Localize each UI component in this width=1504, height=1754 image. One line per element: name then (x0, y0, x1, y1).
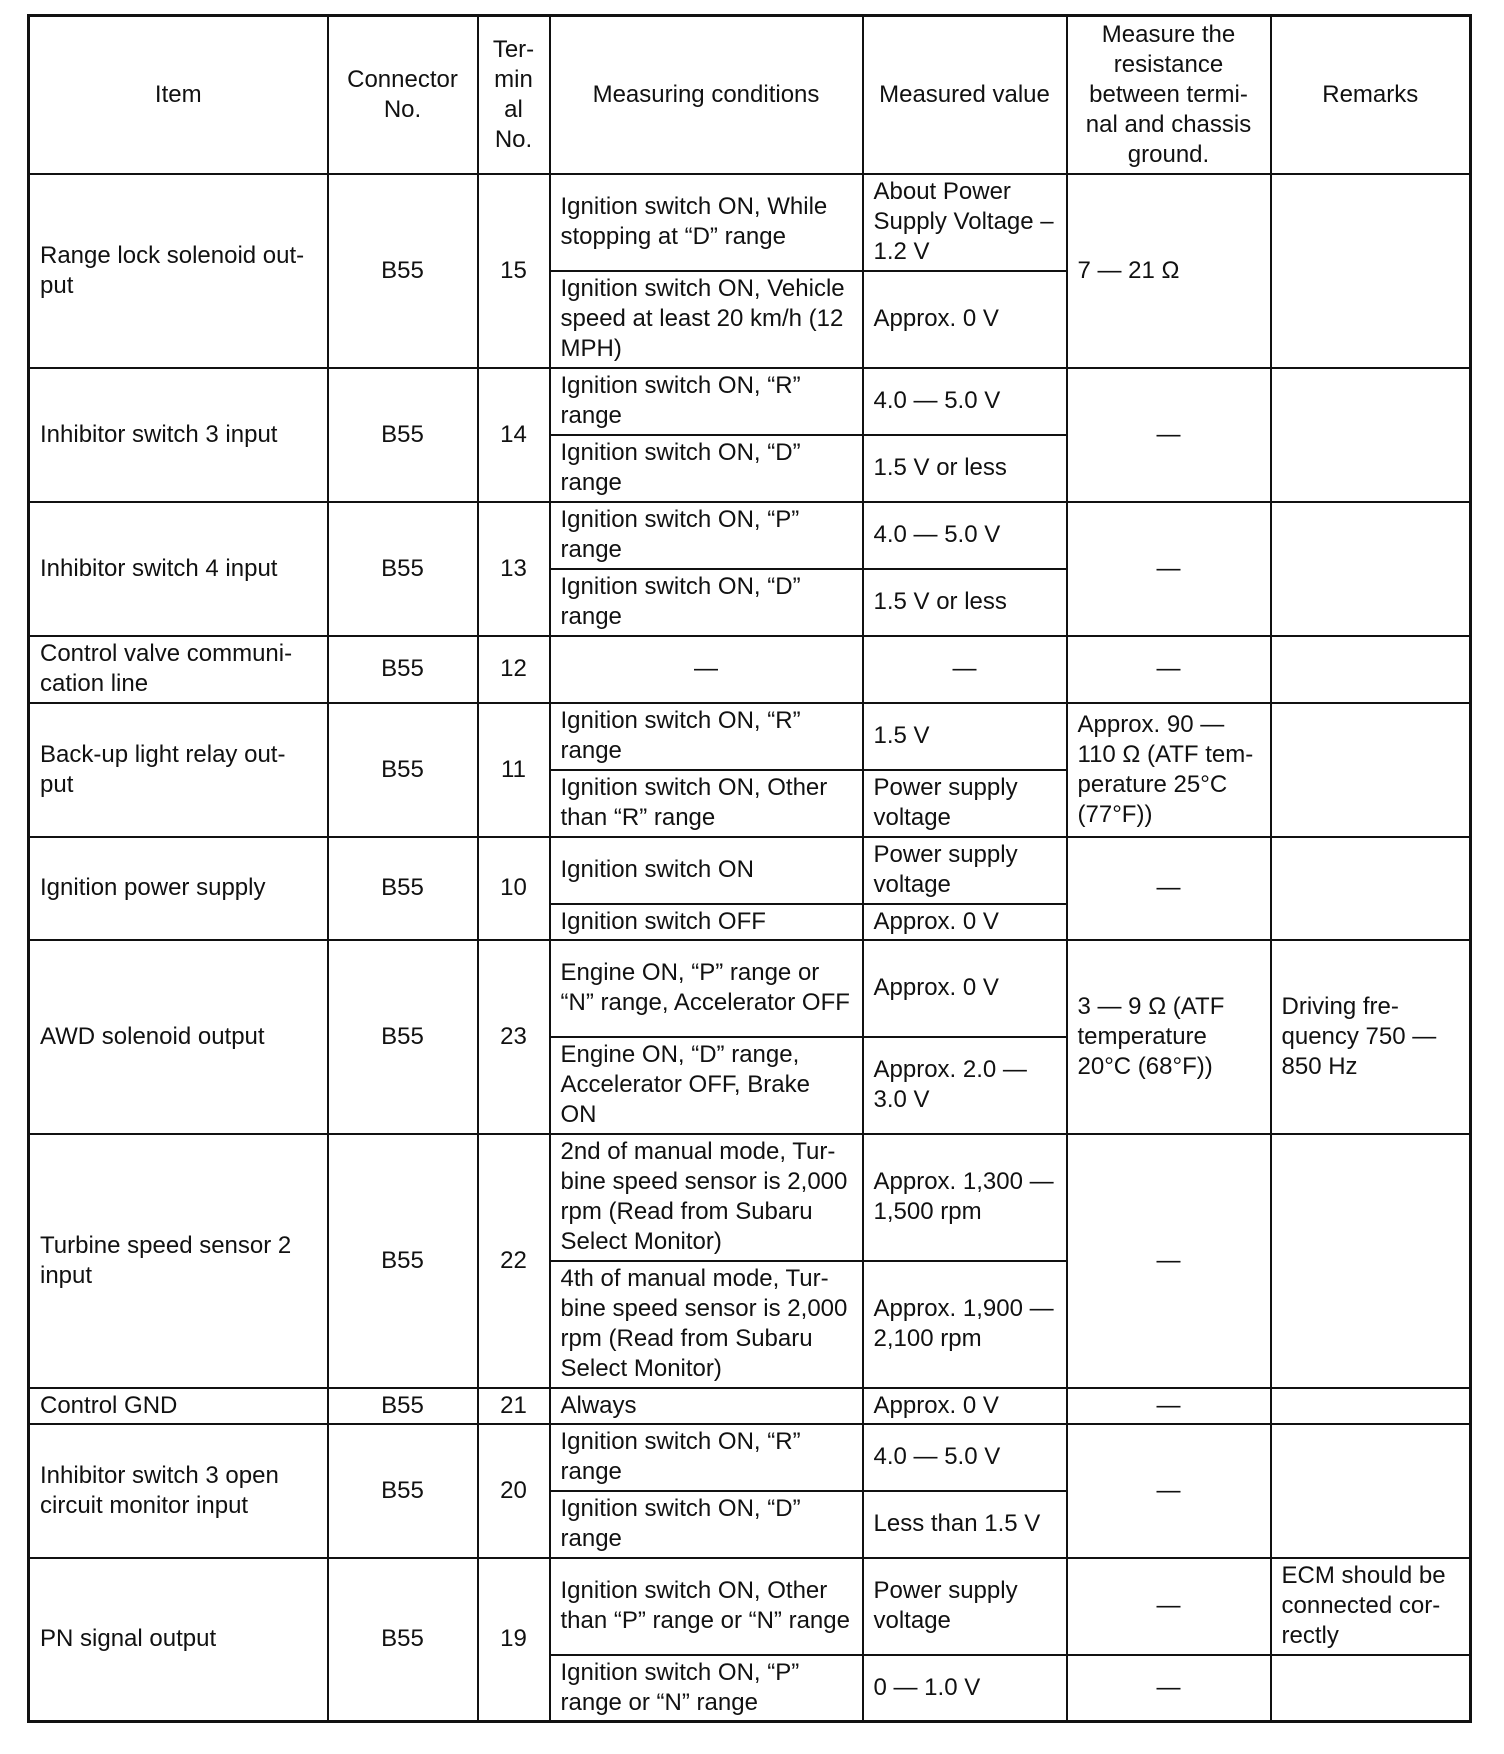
condition-cell: 4th of manual mode, Tur-bine speed sensor is 2,000 rpm (Read from Subaru Select Monitor) (550, 1261, 863, 1388)
condition-cell: 2nd of manual mode, Tur-bine speed sensor is 2,000 rpm (Read from Subaru Select Monitor) (550, 1134, 863, 1261)
condition-cell: Ignition switch ON, “R” range (550, 1424, 863, 1491)
resistance-cell: — (1067, 368, 1271, 502)
terminal-cell: 19 (478, 1558, 550, 1722)
terminal-cell: 10 (478, 837, 550, 940)
value-cell: Approx. 0 V (863, 904, 1067, 940)
terminal-cell: 22 (478, 1134, 550, 1388)
table-row (29, 1388, 1471, 1424)
condition-cell: Ignition switch ON, “P” range or “N” range (550, 1655, 863, 1722)
condition-cell: Ignition switch ON, While stopping at “D” range (550, 174, 863, 271)
table-row (29, 1424, 1471, 1491)
remarks-cell (1271, 837, 1471, 940)
value-cell: About Power Supply Voltage – 1.2 V (863, 174, 1067, 271)
resistance-cell: Approx. 90 — 110 Ω (ATF tem-perature 25°C (77°F)) (1067, 703, 1271, 837)
header-connector: Connector No. (328, 16, 478, 174)
remarks-cell (1271, 1424, 1471, 1558)
condition-cell: Ignition switch ON, Other than “P” range or “N” range (550, 1558, 863, 1655)
item-cell: Control GND (29, 1388, 328, 1424)
value-cell: Approx. 1,900 — 2,100 rpm (863, 1261, 1067, 1388)
terminal-cell: 13 (478, 502, 550, 636)
table-row (29, 1134, 1471, 1261)
condition-cell: Ignition switch ON, Other than “R” range (550, 770, 863, 837)
remarks-cell (1271, 1655, 1471, 1722)
item-cell: Ignition power supply (29, 837, 328, 940)
resistance-cell: — (1067, 502, 1271, 636)
connector-cell: B55 (328, 1558, 478, 1722)
condition-cell: Engine ON, “D” range, Accelerator OFF, Brake ON (550, 1037, 863, 1134)
value-cell: — (863, 636, 1067, 703)
resistance-cell: — (1067, 1134, 1271, 1388)
value-cell: 4.0 — 5.0 V (863, 368, 1067, 435)
header-remarks: Remarks (1271, 16, 1471, 174)
value-cell: Approx. 1,300 — 1,500 rpm (863, 1134, 1067, 1261)
table-row (29, 174, 1471, 271)
terminal-cell: 12 (478, 636, 550, 703)
resistance-cell: — (1067, 837, 1271, 940)
value-cell: Approx. 0 V (863, 1388, 1067, 1424)
table-row (29, 502, 1471, 569)
remarks-cell (1271, 636, 1471, 703)
condition-cell: — (550, 636, 863, 703)
terminal-cell: 11 (478, 703, 550, 837)
condition-cell: Ignition switch ON, “D” range (550, 435, 863, 502)
value-cell: 1.5 V or less (863, 435, 1067, 502)
remarks-cell: ECM should be connected cor-rectly (1271, 1558, 1471, 1655)
value-cell: Less than 1.5 V (863, 1491, 1067, 1558)
value-cell: 4.0 — 5.0 V (863, 502, 1067, 569)
value-cell: Power supply voltage (863, 837, 1067, 904)
resistance-cell: — (1067, 1424, 1271, 1558)
connector-cell: B55 (328, 1388, 478, 1424)
remarks-cell (1271, 1134, 1471, 1388)
connector-cell: B55 (328, 1134, 478, 1388)
condition-cell: Ignition switch OFF (550, 904, 863, 940)
table-row (29, 1558, 1471, 1655)
resistance-cell: — (1067, 1655, 1271, 1722)
table-row (29, 368, 1471, 435)
connector-cell: B55 (328, 174, 478, 368)
value-cell: Power supply voltage (863, 1558, 1067, 1655)
resistance-cell: 7 — 21 Ω (1067, 174, 1271, 368)
item-cell: Back-up light relay out-put (29, 703, 328, 837)
connector-cell: B55 (328, 940, 478, 1134)
header-item: Item (29, 16, 328, 174)
header-value: Measured value (863, 16, 1067, 174)
resistance-cell: — (1067, 1558, 1271, 1655)
terminal-cell: 21 (478, 1388, 550, 1424)
value-cell: 1.5 V (863, 703, 1067, 770)
terminal-cell: 15 (478, 174, 550, 368)
item-cell: Turbine speed sensor 2 input (29, 1134, 328, 1388)
condition-cell: Always (550, 1388, 863, 1424)
header-row (29, 16, 1471, 174)
item-cell: Inhibitor switch 3 open circuit monitor input (29, 1424, 328, 1558)
connector-cell: B55 (328, 837, 478, 940)
item-cell: PN signal output (29, 1558, 328, 1722)
item-cell: Control valve communi-cation line (29, 636, 328, 703)
condition-cell: Ignition switch ON, Vehicle speed at least 20 km/h (12 MPH) (550, 271, 863, 368)
connector-cell: B55 (328, 502, 478, 636)
connector-cell: B55 (328, 636, 478, 703)
table-row (29, 940, 1471, 1037)
value-cell: 4.0 — 5.0 V (863, 1424, 1067, 1491)
resistance-cell: — (1067, 636, 1271, 703)
value-cell: 0 — 1.0 V (863, 1655, 1067, 1722)
remarks-cell (1271, 502, 1471, 636)
remarks-cell: Driving fre-quency 750 — 850 Hz (1271, 940, 1471, 1134)
condition-cell: Engine ON, “P” range or “N” range, Accelerator OFF (550, 940, 863, 1037)
terminal-cell: 14 (478, 368, 550, 502)
value-cell: Approx. 0 V (863, 940, 1067, 1037)
condition-cell: Ignition switch ON, “P” range (550, 502, 863, 569)
connector-cell: B55 (328, 1424, 478, 1558)
table-row (29, 837, 1471, 904)
remarks-cell (1271, 1388, 1471, 1424)
table-row (29, 636, 1471, 703)
terminal-cell: 23 (478, 940, 550, 1134)
item-cell: Range lock solenoid out-put (29, 174, 328, 368)
remarks-cell (1271, 368, 1471, 502)
value-cell: Power supply voltage (863, 770, 1067, 837)
header-conditions: Measuring conditions (550, 16, 863, 174)
header-resistance: Measure the resistance between termi-nal and chassis ground. (1067, 16, 1271, 174)
item-cell: Inhibitor switch 4 input (29, 502, 328, 636)
condition-cell: Ignition switch ON (550, 837, 863, 904)
item-cell: Inhibitor switch 3 input (29, 368, 328, 502)
connector-cell: B55 (328, 703, 478, 837)
resistance-cell: — (1067, 1388, 1271, 1424)
value-cell: 1.5 V or less (863, 569, 1067, 636)
condition-cell: Ignition switch ON, “D” range (550, 1491, 863, 1558)
resistance-cell: 3 — 9 Ω (ATF temperature 20°C (68°F)) (1067, 940, 1271, 1134)
remarks-cell (1271, 703, 1471, 837)
value-cell: Approx. 0 V (863, 271, 1067, 368)
condition-cell: Ignition switch ON, “R” range (550, 703, 863, 770)
condition-cell: Ignition switch ON, “D” range (550, 569, 863, 636)
terminal-cell: 20 (478, 1424, 550, 1558)
condition-cell: Ignition switch ON, “R” range (550, 368, 863, 435)
table-row (29, 703, 1471, 770)
spec-table (27, 14, 1472, 1723)
connector-cell: B55 (328, 368, 478, 502)
remarks-cell (1271, 174, 1471, 368)
value-cell: Approx. 2.0 — 3.0 V (863, 1037, 1067, 1134)
header-terminal: Ter-min al No. (478, 16, 550, 174)
item-cell: AWD solenoid output (29, 940, 328, 1134)
